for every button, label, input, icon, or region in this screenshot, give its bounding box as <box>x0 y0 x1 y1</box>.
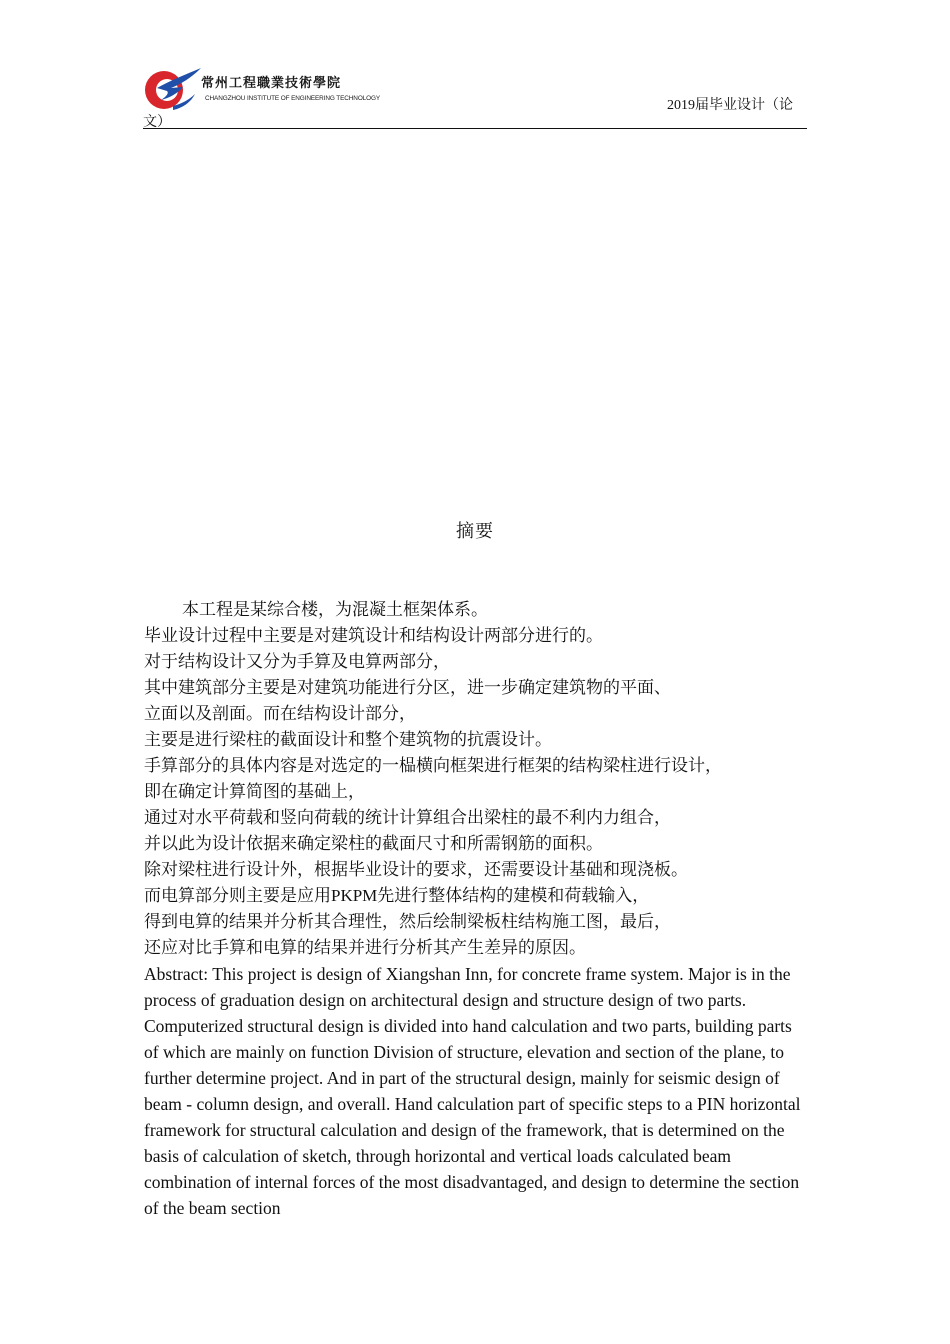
abstract-cn-line: 本工程是某综合楼，为混凝土框架体系。 <box>182 600 488 619</box>
abstract-cn-line: 毕业设计过程中主要是对建筑设计和结构设计两部分进行的。 <box>144 626 603 645</box>
abstract-cn-line: 还应对比手算和电算的结果并进行分析其产生差异的原因。 <box>144 938 586 957</box>
abstract-body <box>144 597 808 1221</box>
header-title: 2019届毕业设计（论 <box>667 98 793 113</box>
page-header <box>143 64 807 132</box>
abstract-cn-line: 通过对水平荷载和竖向荷载的统计计算组合出梁柱的最不利内力组合， <box>144 808 671 827</box>
abstract-cn-line: 而电算部分则主要是应用PKPM先进行整体结构的建模和荷载输入， <box>144 886 650 905</box>
abstract-cn-line: 对于结构设计又分为手算及电算两部分， <box>144 652 450 671</box>
abstract-cn-line: 并以此为设计依据来确定梁柱的截面尺寸和所需钢筋的面积。 <box>144 834 603 853</box>
abstract-cn-line: 手算部分的具体内容是对选定的一榀横向框架进行框架的结构梁柱进行设计， <box>144 756 722 775</box>
abstract-cn-line: 即在确定计算简图的基础上， <box>144 782 365 801</box>
abstract-heading: 摘要 <box>456 521 494 541</box>
header-divider <box>143 128 807 129</box>
abstract-cn-line: 主要是进行梁柱的截面设计和整个建筑物的抗震设计。 <box>144 730 552 749</box>
school-emblem-icon <box>143 66 201 112</box>
logo-chinese-name: 常州工程職業技術學院 <box>201 76 342 91</box>
logo-english-name: CHANGZHOU INSTITUTE OF ENGINEERING TECHNOLOGY <box>205 95 381 102</box>
abstract-english-paragraph: Abstract: This project is design of Xiangshan Inn, for concrete frame system. Major is in the process of graduation design on architectural design and structure design of two parts. Computerized structural design is divided into hand calculation and two parts, building parts of which are mainly on function Division of structure, elevation and section of the plane, to further determine project. And in part of the structural design, mainly for seismic design of beam - column design, and overall. Hand calculation part of specific steps to a PIN horizontal framework for structural calculation and design of the framework, that is determined on the basis of calculation of sketch, through horizontal and vertical loads calculated beam combination of internal forces of the most disadvantaged, and design to determine the section of the beam section <box>144 964 801 1218</box>
abstract-cn-line: 得到电算的结果并分析其合理性，然后绘制梁板柱结构施工图，最后， <box>144 912 671 931</box>
abstract-cn-line: 立面以及剖面。而在结构设计部分， <box>144 704 416 723</box>
abstract-cn-line: 除对梁柱进行设计外，根据毕业设计的要求，还需要设计基础和现浇板。 <box>144 860 688 879</box>
school-logo <box>143 66 381 110</box>
header-title-continuation: 文） <box>143 115 171 130</box>
abstract-cn-line: 其中建筑部分主要是对建筑功能进行分区，进一步确定建筑物的平面、 <box>144 678 671 697</box>
